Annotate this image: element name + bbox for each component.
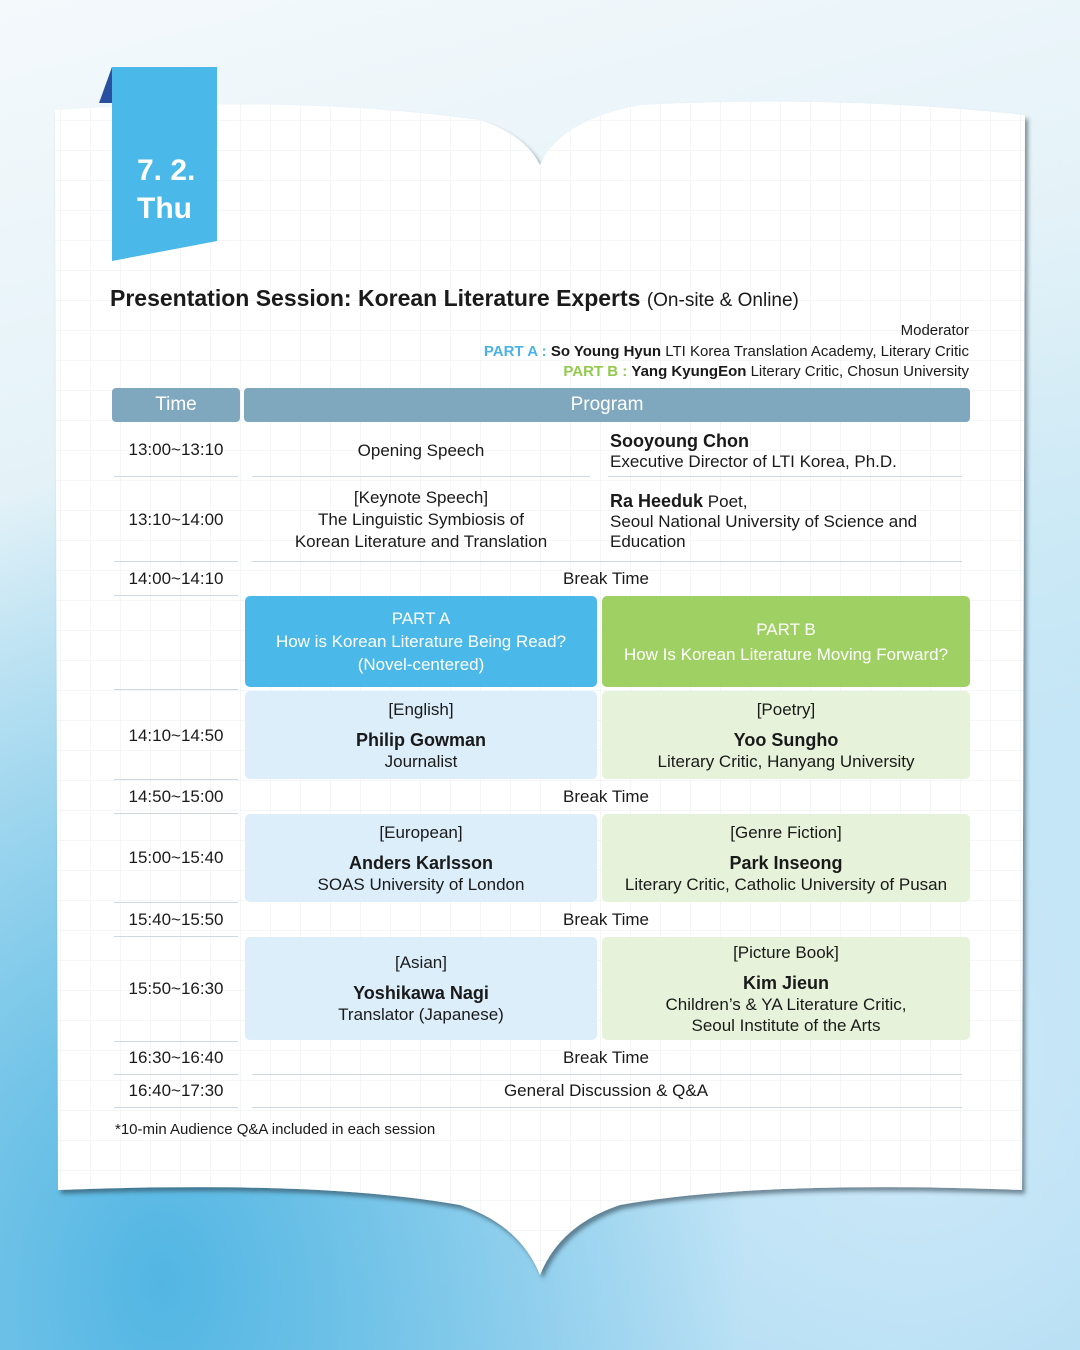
session-3-b-role-2: Seoul Institute of the Arts <box>691 1015 881 1035</box>
divider <box>114 813 238 814</box>
keynote-program <box>252 487 590 553</box>
date: 7. 2. <box>137 154 196 187</box>
divider <box>114 595 238 596</box>
part-b-label: PART B <box>756 619 816 639</box>
divider <box>252 1074 962 1075</box>
keynote-speaker <box>610 491 917 552</box>
part-a-title: How is Korean Literature Being Read? <box>275 632 567 651</box>
divider <box>114 779 238 780</box>
time-discussion: 16:40~17:30 <box>128 1081 224 1100</box>
session-2-b-tag: [Genre Fiction] <box>730 822 842 842</box>
moderator-part-b-tag: PART B : <box>563 363 628 380</box>
session-1-part-b <box>602 691 970 779</box>
keynote-speaker-role-1: Seoul National University of Science and <box>610 512 918 531</box>
keynote-title-2: Korean Literature and Translation <box>294 532 548 551</box>
session-title <box>110 285 799 312</box>
time-session-1: 14:10~14:50 <box>128 726 224 745</box>
session-1-b-tag: [Poetry] <box>756 699 816 719</box>
moderator-part-a-name: So Young Hyun <box>550 343 662 360</box>
moderator-part-a-role: LTI Korea Translation Academy, Literary Critic <box>665 343 969 360</box>
session-1-a-role: Journalist <box>384 751 458 771</box>
time-break-2: 14:50~15:00 <box>128 787 224 806</box>
session-3-b-tag: [Picture Book] <box>733 942 839 962</box>
session-3-a-tag: [Asian] <box>395 953 447 972</box>
divider <box>114 1074 238 1075</box>
general-discussion: General Discussion & Q&A <box>503 1081 709 1100</box>
moderator-part-a <box>484 343 969 360</box>
moderator-part-b-role: Literary Critic, Chosun University <box>750 363 969 380</box>
session-1-a-name: Philip Gowman <box>355 729 486 750</box>
session-3-a-role: Translator (Japanese) <box>338 1005 504 1024</box>
session-2-b-role: Literary Critic, Catholic University of Pusan <box>624 874 948 894</box>
time-keynote: 13:10~14:00 <box>128 510 224 529</box>
session-3-b-name: Kim Jieun <box>742 972 830 993</box>
title-sub: (On-site & Online) <box>646 290 799 311</box>
break-time-1: Break Time <box>563 569 649 588</box>
header-program: Program <box>244 388 970 422</box>
keynote-speaker-suffix: Poet, <box>703 492 748 511</box>
header-time: Time <box>112 388 240 422</box>
break-time-3: Break Time <box>563 910 649 929</box>
divider <box>114 902 238 903</box>
date-label <box>137 152 195 228</box>
session-2-part-b <box>602 814 970 902</box>
session-3-part-b <box>602 937 970 1040</box>
opening-speaker-name: Sooyoung Chon <box>610 431 749 451</box>
break-time-2: Break Time <box>563 787 649 806</box>
session-1-part-a <box>245 691 597 779</box>
session-1-a-tag: [English] <box>388 699 454 719</box>
time-opening: 13:00~13:10 <box>128 440 224 459</box>
break-time-4: Break Time <box>563 1048 649 1067</box>
divider <box>608 476 962 477</box>
keynote-title-1: The Linguistic Symbiosis of <box>318 510 524 529</box>
divider <box>114 476 238 477</box>
keynote-speaker-name: Ra Heeduk <box>610 491 704 511</box>
session-2-a-role: SOAS University of London <box>317 874 525 894</box>
time-break-4: 16:30~16:40 <box>128 1048 224 1067</box>
session-2-a-tag: [European] <box>379 822 463 842</box>
moderator-part-b-name: Yang KyungEon <box>631 363 747 380</box>
tab-fold <box>99 67 113 103</box>
opening-speech: Opening Speech <box>357 441 485 460</box>
session-3-b-role-1: Children’s & YA Literature Critic, <box>665 994 907 1014</box>
keynote-tag: [Keynote Speech] <box>353 488 489 507</box>
session-2-b-name: Park Inseong <box>729 852 843 873</box>
session-2-part-a <box>245 814 597 902</box>
opening-speaker <box>610 431 897 472</box>
part-b-title: How Is Korean Literature Moving Forward? <box>623 644 949 664</box>
time-session-2: 15:00~15:40 <box>128 848 224 867</box>
divider <box>252 1107 962 1108</box>
title-main: Presentation Session: Korean Literature Experts <box>110 285 641 311</box>
divider <box>114 1107 238 1108</box>
divider <box>114 689 238 690</box>
time-session-3: 15:50~16:30 <box>128 979 224 998</box>
divider <box>114 936 238 937</box>
time-break-3: 15:40~15:50 <box>128 910 224 929</box>
session-3-part-a <box>245 937 597 1040</box>
weekday: Thu <box>137 192 192 225</box>
session-1-b-role: Literary Critic, Hanyang University <box>657 751 915 771</box>
part-a-header <box>245 596 597 687</box>
keynote-speaker-role-2: Education <box>610 532 686 551</box>
moderator-label: Moderator <box>900 322 969 339</box>
part-a-label: PART A <box>391 609 451 628</box>
session-3-a-name: Yoshikawa Nagi <box>353 983 489 1003</box>
divider <box>252 476 590 477</box>
part-b-header <box>602 596 970 687</box>
divider <box>252 561 962 562</box>
divider <box>114 561 238 562</box>
divider <box>114 1041 238 1042</box>
time-break-1: 14:00~14:10 <box>128 569 224 588</box>
footnote: *10-min Audience Q&A included in each session <box>115 1121 436 1138</box>
session-2-a-name: Anders Karlsson <box>348 852 494 873</box>
moderator-part-a-tag: PART A : <box>483 343 547 360</box>
session-1-b-name: Yoo Sungho <box>733 729 839 750</box>
opening-speaker-role: Executive Director of LTI Korea, Ph.D. <box>610 452 897 471</box>
moderator-part-b <box>563 363 969 380</box>
part-a-subtitle: (Novel-centered) <box>357 655 485 674</box>
